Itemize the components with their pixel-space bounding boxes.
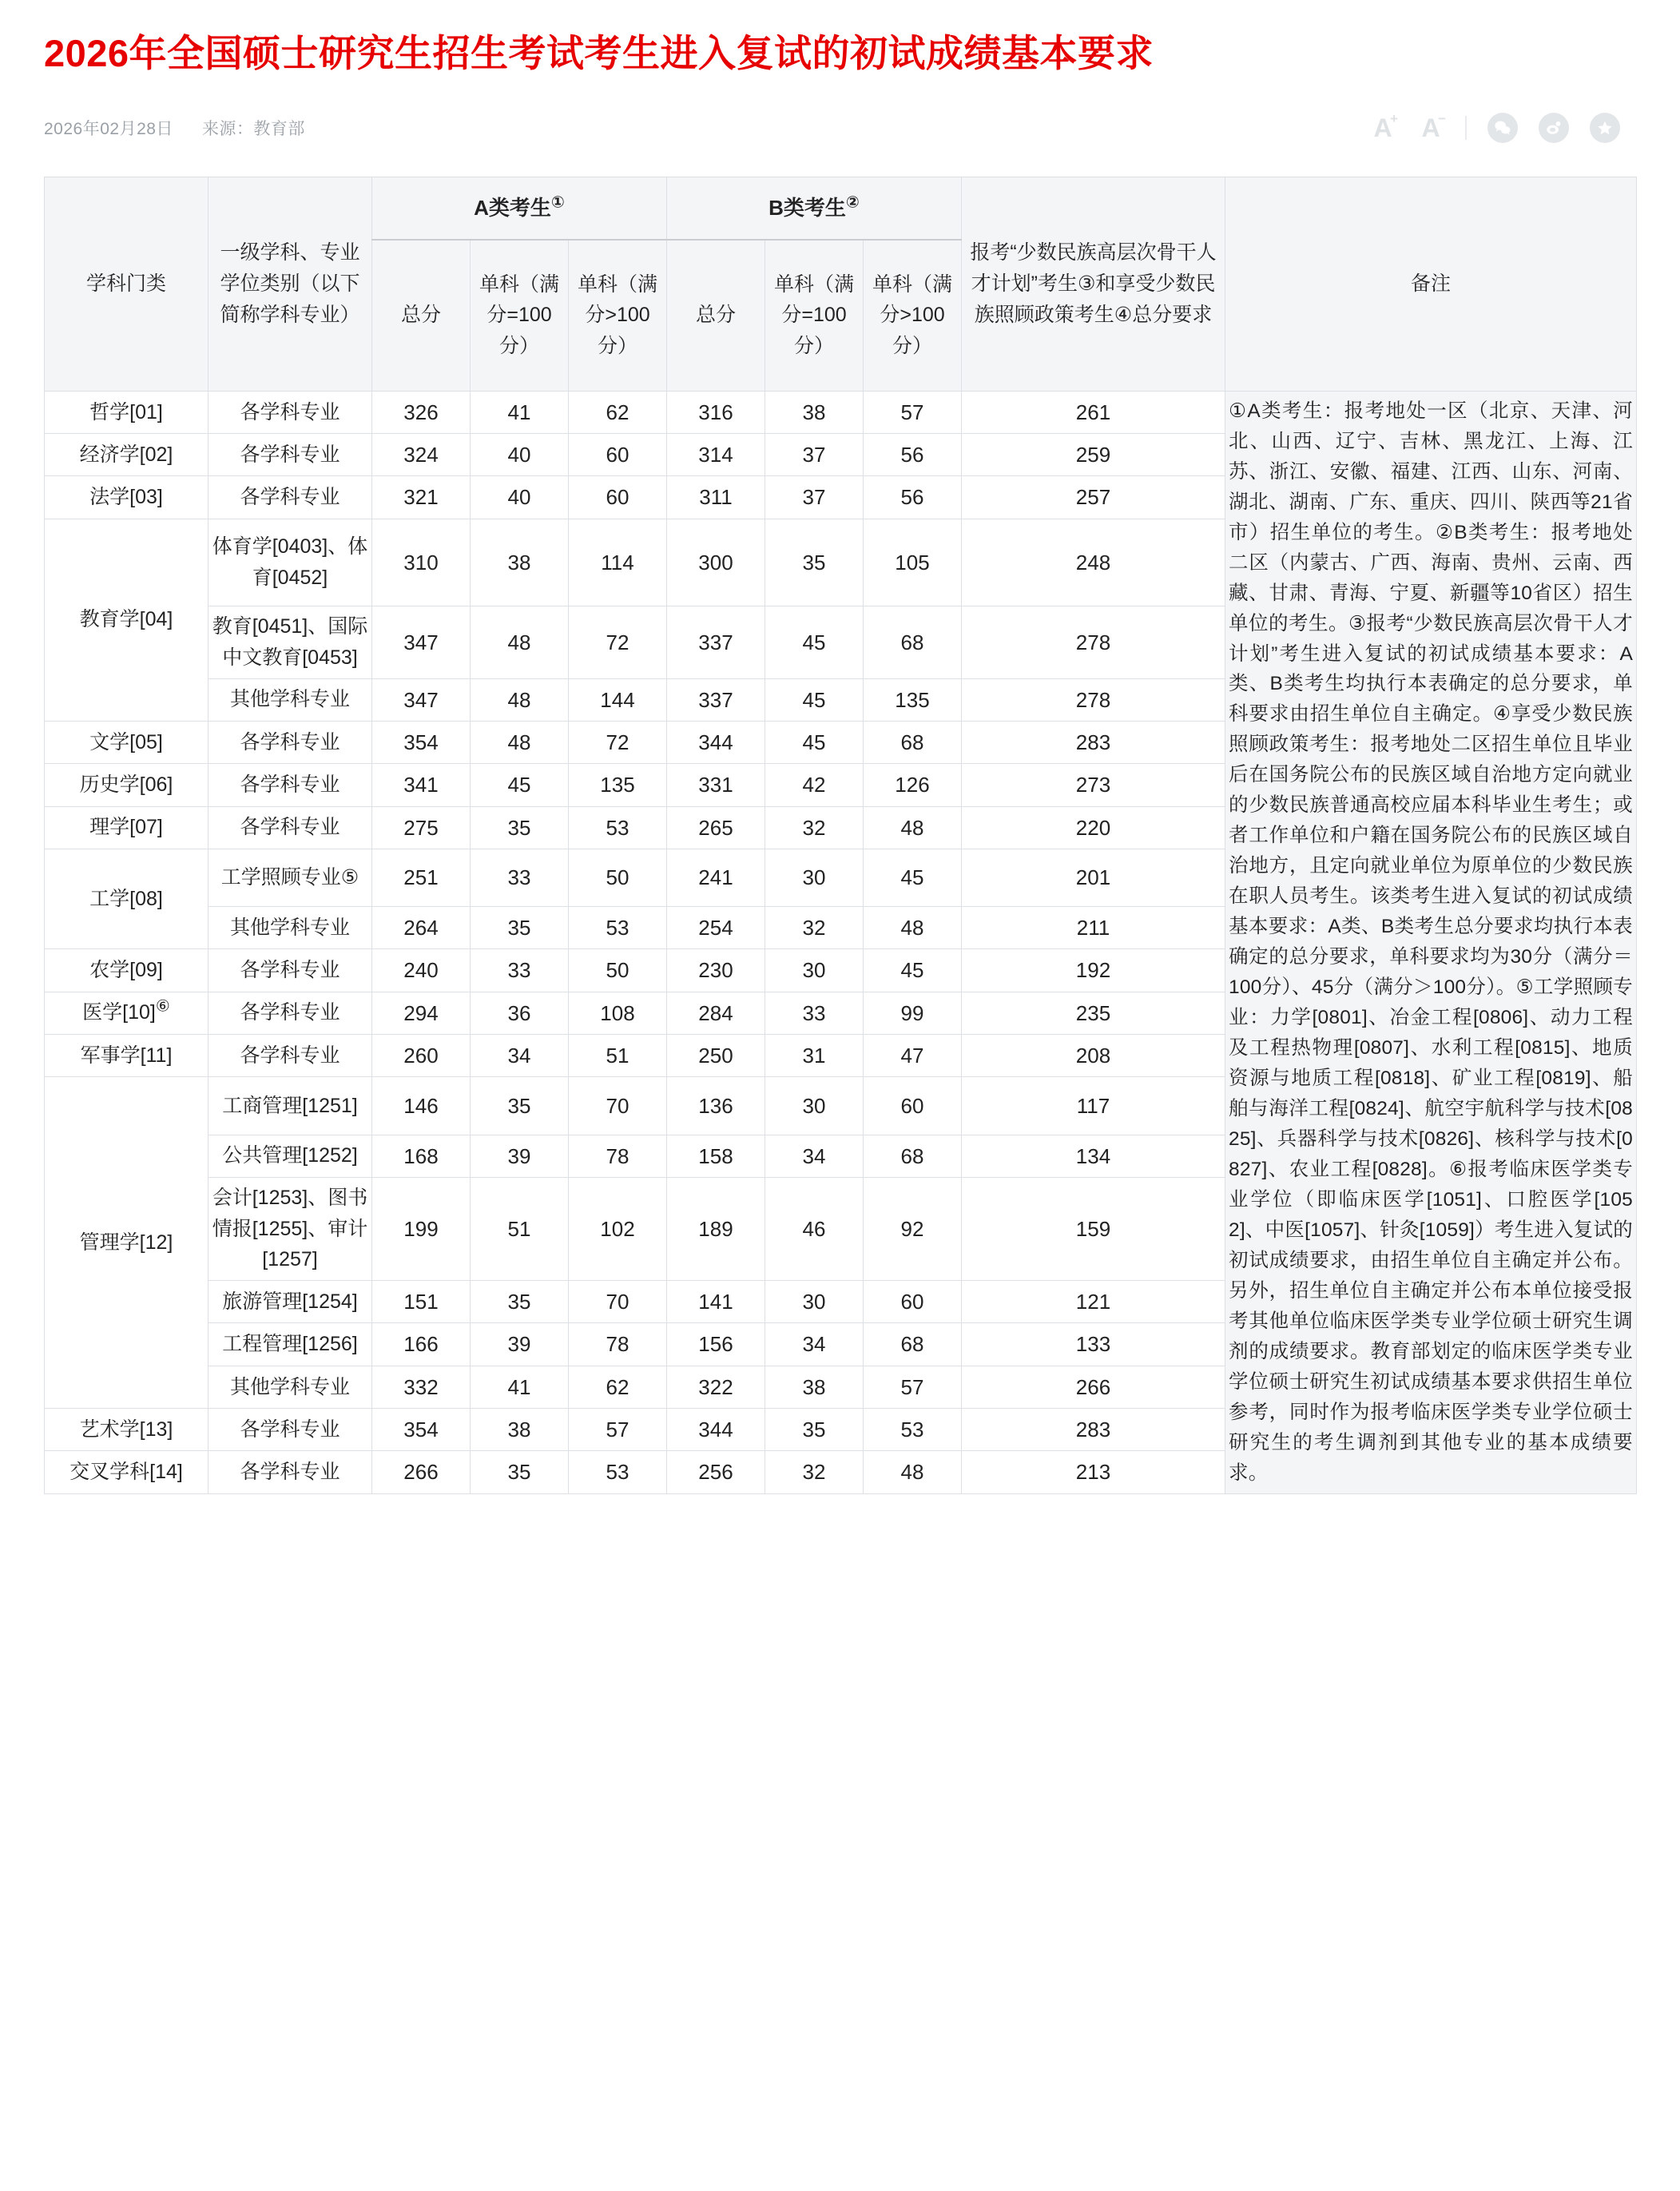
cell-category: 哲学[01] (45, 391, 209, 433)
cell-b-single-le100: 42 (765, 764, 864, 806)
cell-b-single-gt100: 105 (864, 519, 962, 606)
cell-a-single-le100: 33 (471, 849, 569, 906)
th-group-b-label: B类考生 (769, 196, 846, 221)
cell-category-note-ref: ⑥ (155, 998, 170, 1016)
cell-a-total: 332 (372, 1366, 471, 1408)
cell-b-single-gt100: 45 (864, 949, 962, 992)
cell-minority-total: 259 (962, 434, 1225, 476)
cell-category: 工学[08] (45, 849, 209, 949)
cell-category: 交叉学科[14] (45, 1451, 209, 1493)
cell-minority-total: 201 (962, 849, 1225, 906)
meta-bar (44, 78, 1636, 149)
cell-category: 经济学[02] (45, 434, 209, 476)
cell-a-single-le100: 51 (471, 1177, 569, 1280)
cell-major: 公共管理[1252] (209, 1135, 372, 1177)
cell-a-single-gt100: 135 (569, 764, 667, 806)
cell-b-total: 337 (667, 606, 765, 679)
cell-major: 各学科专业 (209, 1034, 372, 1076)
cell-category: 艺术学[13] (45, 1409, 209, 1451)
cell-a-single-gt100: 62 (569, 391, 667, 433)
th-b-total: 总分 (667, 240, 765, 391)
cell-minority-total: 278 (962, 606, 1225, 679)
cell-b-single-gt100: 48 (864, 907, 962, 949)
cell-remarks (1225, 391, 1637, 1493)
cell-a-single-le100: 35 (471, 907, 569, 949)
th-b-single-le100: 单科（满分=100分） (765, 240, 864, 391)
cell-b-single-gt100: 92 (864, 1177, 962, 1280)
cell-major: 各学科专业 (209, 992, 372, 1034)
cell-a-single-le100: 36 (471, 992, 569, 1034)
cell-b-single-gt100: 48 (864, 806, 962, 849)
cell-category: 农学[09] (45, 949, 209, 992)
cell-a-total: 347 (372, 678, 471, 721)
cell-a-single-gt100: 102 (569, 1177, 667, 1280)
cell-b-total: 256 (667, 1451, 765, 1493)
cell-minority-total: 235 (962, 992, 1225, 1034)
cell-a-total: 168 (372, 1135, 471, 1177)
cell-major: 各学科专业 (209, 721, 372, 763)
cell-minority-total: 273 (962, 764, 1225, 806)
cell-b-single-le100: 32 (765, 1451, 864, 1493)
cell-a-total: 264 (372, 907, 471, 949)
cell-a-total: 275 (372, 806, 471, 849)
cell-a-single-le100: 35 (471, 806, 569, 849)
cell-b-single-le100: 30 (765, 1281, 864, 1323)
cell-major: 其他学科专业 (209, 907, 372, 949)
th-category: 学科门类 (45, 177, 209, 391)
cell-category: 医学[10]⑥ (45, 992, 209, 1034)
cell-minority-total: 266 (962, 1366, 1225, 1408)
cell-b-total: 136 (667, 1077, 765, 1135)
cell-b-single-gt100: 126 (864, 764, 962, 806)
cell-b-total: 156 (667, 1323, 765, 1366)
cell-b-single-le100: 46 (765, 1177, 864, 1280)
cell-a-total: 347 (372, 606, 471, 679)
cell-a-single-le100: 35 (471, 1281, 569, 1323)
cell-minority-total: 213 (962, 1451, 1225, 1493)
cell-category: 理学[07] (45, 806, 209, 849)
cell-a-single-gt100: 78 (569, 1135, 667, 1177)
cell-b-total: 344 (667, 1409, 765, 1451)
cell-b-single-le100: 35 (765, 519, 864, 606)
cell-b-total: 254 (667, 907, 765, 949)
cell-a-single-le100: 41 (471, 391, 569, 433)
cell-b-total: 316 (667, 391, 765, 433)
cell-b-single-gt100: 56 (864, 476, 962, 519)
cell-major: 体育学[0403]、体育[0452] (209, 519, 372, 606)
cell-minority-total: 283 (962, 721, 1225, 763)
th-minority-plan: 报考“少数民族高层次骨干人才计划”考生③和享受少数民族照顾政策考生④总分要求 (962, 177, 1225, 391)
cell-a-total: 310 (372, 519, 471, 606)
cell-b-total: 250 (667, 1034, 765, 1076)
font-increase-sup: + (1390, 110, 1398, 126)
cell-b-single-le100: 37 (765, 434, 864, 476)
cell-minority-total: 159 (962, 1177, 1225, 1280)
cell-b-single-le100: 31 (765, 1034, 864, 1076)
meta-right (1369, 110, 1636, 143)
cell-b-total: 241 (667, 849, 765, 906)
cell-a-single-le100: 41 (471, 1366, 569, 1408)
remarks-text: ①A类考生：报考地处一区（北京、天津、河北、山西、辽宁、吉林、黑龙江、上海、江苏、浙江、安徽、福建、江西、山东、河南、湖北、湖南、广东、重庆、四川、陕西等21省市）招生单位的考生。②B类考生：报考地处二区（内蒙古、广西、海南、贵州、云南、西藏、甘肃、青海、宁夏、新疆等10省区）招生单位的考生。③报考“少数民族高层次骨干人才计划”考生进入复试的初试成绩基本要求：A类、B类考生均执行本表确定的总分要求，单科要求由招生单位自主确定。④享受少数民族照顾政策考生：报考地处二区招生单位且毕业后在国务院公布的民族区域自治地方定向就业的少数民族普通高校应届本科毕业生考生；或者工作单位和户籍在国务院公布的民族区域自治地方，且定向就业单位为原单位的少数民族在职人员考生。该类考生进入复试的初试成绩基本要求：A类、B类考生总分要求均执行本表确定的总分要求，单科要求均为30分（满分＝100分）、45分（满分＞100分）。⑤工学照顾专业：力学[0801]、冶金工程[0806]、动力工程及工程热物理[0807]、水利工程[0815]、地质资源与地质工程[0818]、矿业工程[0819]、船舶与海洋工程[0824]、航空宇航科学与技术[0825]、兵器科学与技术[0826]、核科学与技术[0827]、农业工程[0828]。⑥报考临床医学类专业学位（即临床医学[1051]、口腔医学[1052]、中医[1057]、针灸[1059]）考生进入复试的初试成绩要求，由招生单位自主确定并公布。另外，招生单位自主确定并公布本单位接受报考其他单位临床医学类专业学位硕士研究生调剂的成绩要求。教育部划定的临床医学类专业学位硕士研究生初试成绩基本要求供招生单位参考，同时作为报考临床医学类专业学位硕士研究生的考生调剂到其他专业的基本成绩要求。 (1229, 400, 1633, 1484)
cell-a-single-gt100: 78 (569, 1323, 667, 1366)
cell-a-single-gt100: 144 (569, 678, 667, 721)
cell-b-single-le100: 37 (765, 476, 864, 519)
cell-b-single-gt100: 99 (864, 992, 962, 1034)
cell-a-total: 354 (372, 721, 471, 763)
cell-b-single-le100: 30 (765, 949, 864, 992)
cell-minority-total: 220 (962, 806, 1225, 849)
cell-b-single-gt100: 68 (864, 606, 962, 679)
cell-a-total: 324 (372, 434, 471, 476)
cell-b-single-le100: 32 (765, 907, 864, 949)
cell-a-total: 260 (372, 1034, 471, 1076)
cell-a-single-gt100: 114 (569, 519, 667, 606)
cell-major: 其他学科专业 (209, 678, 372, 721)
cell-b-total: 141 (667, 1281, 765, 1323)
cell-minority-total: 211 (962, 907, 1225, 949)
cell-b-single-le100: 38 (765, 391, 864, 433)
cell-b-single-le100: 38 (765, 1366, 864, 1408)
cell-b-single-le100: 45 (765, 678, 864, 721)
toolbar-divider (1465, 116, 1467, 140)
cell-a-single-gt100: 108 (569, 992, 667, 1034)
cell-b-total: 284 (667, 992, 765, 1034)
font-decrease-sup: − (1438, 110, 1446, 126)
th-a-single-gt100: 单科（满分>100分） (569, 240, 667, 391)
cell-b-total: 331 (667, 764, 765, 806)
cell-a-total: 240 (372, 949, 471, 992)
th-group-a-note-ref: ① (550, 193, 565, 212)
cell-b-single-gt100: 56 (864, 434, 962, 476)
table-head (45, 177, 1637, 391)
cell-a-total: 199 (372, 1177, 471, 1280)
cell-a-total: 251 (372, 849, 471, 906)
cell-major: 工学照顾专业⑤ (209, 849, 372, 906)
weibo-icon[interactable] (1539, 113, 1569, 143)
cell-a-single-gt100: 72 (569, 606, 667, 679)
cell-a-single-le100: 40 (471, 434, 569, 476)
favorite-star-icon[interactable] (1590, 113, 1620, 143)
cell-a-single-le100: 35 (471, 1451, 569, 1493)
cell-b-single-gt100: 48 (864, 1451, 962, 1493)
cell-b-single-le100: 32 (765, 806, 864, 849)
cell-b-single-le100: 45 (765, 721, 864, 763)
cell-category: 管理学[12] (45, 1077, 209, 1409)
cell-a-single-le100: 48 (471, 721, 569, 763)
cell-major: 工程管理[1256] (209, 1323, 372, 1366)
cell-a-total: 266 (372, 1451, 471, 1493)
cell-b-total: 230 (667, 949, 765, 992)
cell-b-total: 344 (667, 721, 765, 763)
cell-major: 旅游管理[1254] (209, 1281, 372, 1323)
cell-major: 其他学科专业 (209, 1366, 372, 1408)
cell-a-single-gt100: 51 (569, 1034, 667, 1076)
cell-major: 教育[0451]、国际中文教育[0453] (209, 606, 372, 679)
cell-a-single-gt100: 60 (569, 434, 667, 476)
cell-a-single-le100: 33 (471, 949, 569, 992)
cell-category: 历史学[06] (45, 764, 209, 806)
cell-b-single-le100: 33 (765, 992, 864, 1034)
font-decrease-letter: A (1421, 113, 1440, 142)
table-row (45, 391, 1637, 433)
cell-a-single-gt100: 70 (569, 1077, 667, 1135)
cell-major: 各学科专业 (209, 391, 372, 433)
article-source: 来源：教育部 (201, 119, 305, 138)
cell-a-total: 354 (372, 1409, 471, 1451)
cell-b-single-le100: 30 (765, 849, 864, 906)
cell-minority-total: 134 (962, 1135, 1225, 1177)
cell-a-single-gt100: 57 (569, 1409, 667, 1451)
cell-b-single-gt100: 60 (864, 1077, 962, 1135)
th-group-a-label: A类考生 (474, 196, 551, 221)
cell-b-total: 265 (667, 806, 765, 849)
cell-b-single-gt100: 45 (864, 849, 962, 906)
cell-a-single-le100: 38 (471, 519, 569, 606)
cell-major: 各学科专业 (209, 806, 372, 849)
table-head-row-1 (45, 177, 1637, 240)
score-table-wrapper (44, 177, 1636, 1494)
cell-b-single-gt100: 135 (864, 678, 962, 721)
th-group-b (667, 177, 962, 240)
cell-a-total: 166 (372, 1323, 471, 1366)
cell-b-total: 311 (667, 476, 765, 519)
cell-minority-total: 261 (962, 391, 1225, 433)
cell-a-total: 326 (372, 391, 471, 433)
cell-b-total: 337 (667, 678, 765, 721)
cell-major: 会计[1253]、图书情报[1255]、审计[1257] (209, 1177, 372, 1280)
cell-a-single-le100: 35 (471, 1077, 569, 1135)
table-body (45, 391, 1637, 1493)
cell-a-single-gt100: 53 (569, 1451, 667, 1493)
font-increase-letter: A (1373, 113, 1392, 142)
cell-b-single-le100: 34 (765, 1135, 864, 1177)
cell-a-single-le100: 34 (471, 1034, 569, 1076)
score-requirements-table (44, 177, 1637, 1494)
cell-major: 各学科专业 (209, 1409, 372, 1451)
font-decrease-icon[interactable] (1417, 110, 1446, 142)
th-a-single-le100: 单科（满分=100分） (471, 240, 569, 391)
cell-a-single-gt100: 53 (569, 907, 667, 949)
cell-b-single-gt100: 68 (864, 1135, 962, 1177)
th-b-single-gt100: 单科（满分>100分） (864, 240, 962, 391)
cell-a-total: 294 (372, 992, 471, 1034)
page-title: 2026年全国硕士研究生招生考试考生进入复试的初试成绩基本要求 (44, 32, 1154, 74)
cell-b-single-le100: 35 (765, 1409, 864, 1451)
cell-major: 各学科专业 (209, 1451, 372, 1493)
cell-b-single-le100: 45 (765, 606, 864, 679)
th-a-total: 总分 (372, 240, 471, 391)
cell-major: 各学科专业 (209, 949, 372, 992)
cell-a-total: 321 (372, 476, 471, 519)
cell-major: 工商管理[1251] (209, 1077, 372, 1135)
cell-a-single-gt100: 62 (569, 1366, 667, 1408)
cell-b-single-gt100: 60 (864, 1281, 962, 1323)
cell-a-single-gt100: 70 (569, 1281, 667, 1323)
cell-minority-total: 257 (962, 476, 1225, 519)
cell-a-single-gt100: 72 (569, 721, 667, 763)
wechat-icon[interactable] (1487, 113, 1518, 143)
cell-a-single-le100: 48 (471, 678, 569, 721)
cell-minority-total: 192 (962, 949, 1225, 992)
th-group-b-note-ref: ② (845, 193, 860, 212)
cell-a-total: 151 (372, 1281, 471, 1323)
cell-minority-total: 133 (962, 1323, 1225, 1366)
cell-a-single-gt100: 50 (569, 849, 667, 906)
cell-b-total: 189 (667, 1177, 765, 1280)
cell-b-single-gt100: 57 (864, 1366, 962, 1408)
cell-b-single-gt100: 68 (864, 721, 962, 763)
cell-b-single-gt100: 68 (864, 1323, 962, 1366)
cell-category: 军事学[11] (45, 1034, 209, 1076)
publish-date: 2026年02月28日 (44, 119, 173, 138)
cell-b-single-le100: 30 (765, 1077, 864, 1135)
font-increase-icon[interactable] (1369, 110, 1398, 142)
cell-minority-total: 117 (962, 1077, 1225, 1135)
cell-b-total: 158 (667, 1135, 765, 1177)
cell-a-single-le100: 39 (471, 1135, 569, 1177)
cell-a-single-le100: 38 (471, 1409, 569, 1451)
cell-major: 各学科专业 (209, 476, 372, 519)
cell-major: 各学科专业 (209, 434, 372, 476)
meta-left (44, 116, 305, 140)
cell-minority-total: 121 (962, 1281, 1225, 1323)
cell-a-single-le100: 39 (471, 1323, 569, 1366)
cell-a-total: 146 (372, 1077, 471, 1135)
cell-b-single-gt100: 47 (864, 1034, 962, 1076)
cell-major: 各学科专业 (209, 764, 372, 806)
cell-a-single-gt100: 60 (569, 476, 667, 519)
cell-b-total: 314 (667, 434, 765, 476)
cell-minority-total: 283 (962, 1409, 1225, 1451)
cell-a-single-gt100: 50 (569, 949, 667, 992)
cell-b-total: 322 (667, 1366, 765, 1408)
th-remarks: 备注 (1225, 177, 1637, 391)
cell-category: 文学[05] (45, 721, 209, 763)
cell-b-single-gt100: 57 (864, 391, 962, 433)
cell-minority-total: 208 (962, 1034, 1225, 1076)
cell-category: 法学[03] (45, 476, 209, 519)
cell-a-single-le100: 40 (471, 476, 569, 519)
cell-b-single-gt100: 53 (864, 1409, 962, 1451)
cell-minority-total: 278 (962, 678, 1225, 721)
cell-b-single-le100: 34 (765, 1323, 864, 1366)
cell-a-single-le100: 45 (471, 764, 569, 806)
cell-b-total: 300 (667, 519, 765, 606)
cell-a-single-le100: 48 (471, 606, 569, 679)
cell-minority-total: 248 (962, 519, 1225, 606)
cell-a-total: 341 (372, 764, 471, 806)
th-major: 一级学科、专业学位类别（以下简称学科专业） (209, 177, 372, 391)
cell-a-single-gt100: 53 (569, 806, 667, 849)
th-group-a (372, 177, 667, 240)
cell-category: 教育学[04] (45, 519, 209, 721)
